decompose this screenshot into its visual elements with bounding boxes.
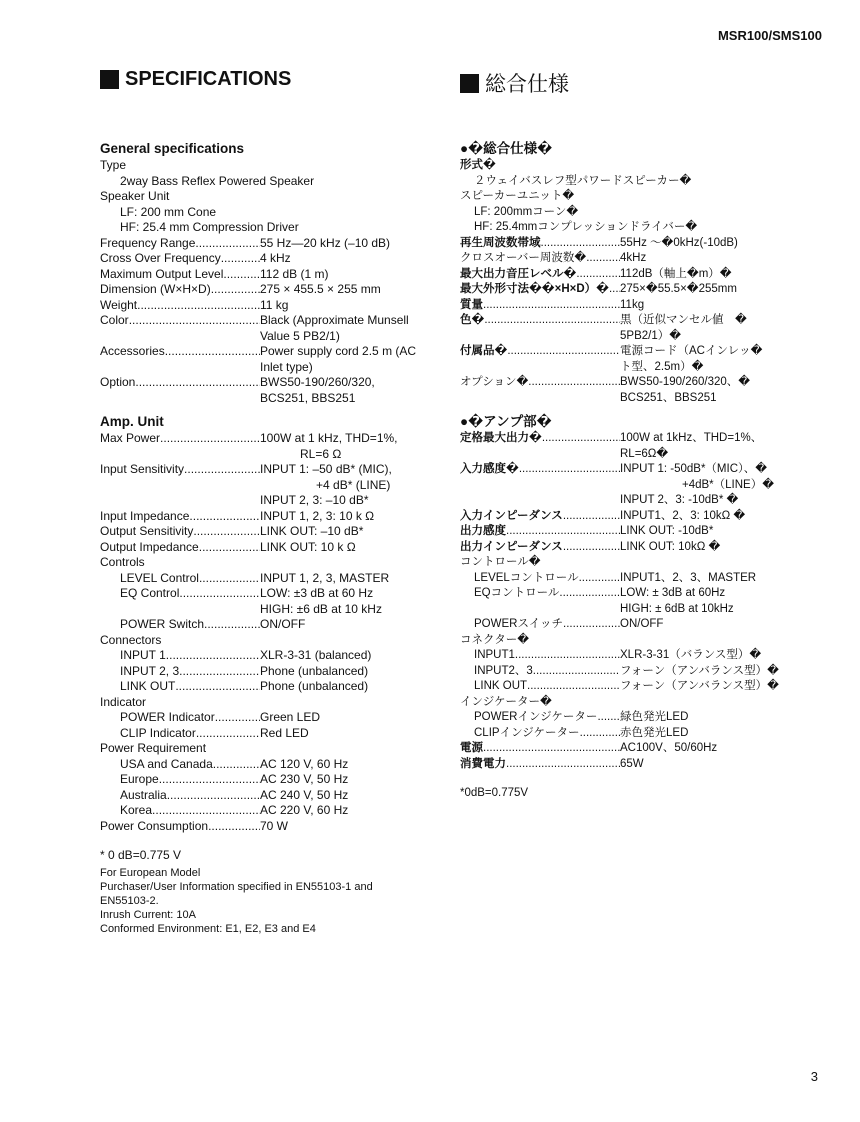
section-title-en-text: SPECIFICATIONS [125,68,292,90]
leader-dots [484,313,620,329]
spec-value: XLR-3-31 (balanced) [260,648,372,662]
spec-row [460,509,790,525]
spec-label: Accessories [100,344,165,358]
spec-row [100,524,430,540]
spec-label: 定格最大出力� [460,432,542,444]
spec-row [460,298,790,314]
japanese-spec-column [460,140,790,802]
spec-row [460,710,790,726]
spec-row [100,267,430,283]
spec-value: INPUT 1: -50dB*（MIC）、� [620,463,768,475]
spec-value: フォーン（アンバランス型）� [620,664,779,677]
spec-label: 出力感度 [460,525,506,537]
leader-dots [483,298,620,314]
spec-value: LINK OUT: -10dB* [620,525,714,537]
leader-dots [586,251,620,267]
leader-dots [563,509,620,525]
spec-label: Weight [100,297,138,312]
spec-row [460,344,790,360]
spec-row [100,313,430,329]
spec-value: 100W at 1 kHz, THD=1%, [260,431,398,445]
spec-label: Option [100,375,136,389]
spec-label: CLIP Indicator [120,725,196,740]
spec-value: LF: 200mmコーン� [474,205,579,218]
spec-value: RL=6 Ω [300,446,342,461]
spec-value: 65W [620,757,644,770]
leader-dots [215,710,260,726]
model-number: MSR100/SMS100 [717,28,822,43]
spec-row [100,819,430,835]
spec-label: Australia [120,787,167,802]
spec-label: Maximum Output Level [100,266,224,281]
spec-label: 付属品� [460,345,508,357]
spec-value: HIGH: ±6 dB at 10 kHz [260,601,382,616]
spec-label: 出力インピーダンス [460,540,563,553]
spec-value: +4 dB* (LINE) [316,477,391,492]
leader-dots [199,540,260,556]
spec-value: 275×�55.5×�255mm [620,283,737,295]
leader-dots [221,251,260,267]
spec-value: AC 220 V, 60 Hz [260,803,349,817]
spec-value: 2way Bass Reflex Powered Speaker [120,173,315,188]
leader-dots [223,267,260,283]
spec-label: POWER Indicator [120,710,215,724]
spacer [460,772,790,786]
spec-value: 11 kg [260,297,289,312]
spec-label: Connectors [100,632,162,647]
spec-label: Power Requirement [100,741,207,755]
spec-value: ト型、2.5m）� [620,360,704,373]
spec-row [100,803,430,819]
general-specs-heading-ja: ●�総合仕様� [460,141,553,156]
spec-value: 70 W [260,818,289,833]
spec-value: INPUT 2, 3: –10 dB* [260,493,369,507]
leader-dots [541,236,621,252]
spec-row [460,586,790,602]
spec-label: Power Consumption [100,818,209,833]
spec-value: 緑色発光LED [620,711,689,723]
spec-label: LINK OUT [120,679,176,693]
spec-row [100,298,430,314]
leader-dots [211,282,260,298]
spec-value: 112dB（軸上�m）� [620,267,732,280]
conformed-env-note: Conformed Environment: E1, E2, E3 and E4 [100,922,316,935]
spec-label: Speaker Unit [100,189,170,203]
english-spec-column [100,140,430,936]
spec-label: Indicator [100,694,147,709]
spacer [100,834,430,848]
spec-label: 形式� [460,159,496,171]
spec-row [460,726,790,742]
spec-value: 赤色発光LED [620,726,689,739]
footnote-0db: * 0 dB=0.775 V [100,848,182,862]
section-title-ja [460,68,569,98]
spec-label: Dimension (W×H×D) [100,282,211,296]
spec-label: INPUT1 [474,649,515,661]
section-square-icon [100,70,119,89]
general-specs-heading: General specifications [100,141,245,156]
spec-row [460,251,790,267]
spec-value: Phone (unbalanced) [260,679,369,693]
leader-dots [195,236,260,252]
spec-label: INPUT2、3 [474,664,533,677]
spec-value: Inlet type) [260,359,313,374]
spec-value: LINK OUT: 10 k Ω [260,539,356,554]
leader-dots [175,679,260,695]
spec-label: Color [100,313,129,327]
spec-label: Frequency Range [100,235,196,250]
inrush-note: Inrush Current: 10A [100,908,196,921]
spec-row [460,617,790,633]
spec-value: HF: 25.4 mm Compression Driver [120,220,299,234]
spec-row [100,571,430,587]
spec-row [100,236,430,252]
spec-label: POWERインジケーター [474,711,598,723]
spec-label: 消費電力 [460,757,506,770]
spec-value: BWS50-190/260/320、� [620,376,751,388]
spec-label: Output Impedance [100,539,199,554]
spec-row [100,586,430,602]
leader-dots [213,757,260,773]
spec-value: Green LED [260,710,321,724]
spec-label: Type [100,158,127,172]
eu-model-note: For European Model [100,866,201,879]
spec-row [100,462,430,478]
spec-value: 55Hz ～�0kHz(-10dB) [620,236,738,249]
spec-value: Phone (unbalanced) [260,663,369,678]
leader-dots [166,648,260,664]
leader-dots [137,298,260,314]
spec-value: AC 120 V, 60 Hz [260,756,349,771]
spec-value: XLR-3-31（バランス型）� [620,649,762,661]
spec-row [100,679,430,695]
leader-dots [199,571,260,587]
spec-value: 112 dB (1 m) [260,266,329,281]
spec-value: INPUT 1, 2, 3, MASTER [260,570,390,585]
spec-value: LINK OUT: –10 dB* [260,524,364,538]
spec-value: Power supply cord 2.5 m (AC [260,344,417,358]
spec-value: BCS251、BBS251 [620,391,717,404]
spec-value: 55 Hz—20 kHz (–10 dB) [260,235,391,250]
spec-value: ON/OFF [260,617,306,631]
eu-info-note: Purchaser/User Information specified in EN55103-1 and [100,880,373,893]
spec-value: LOW: ±3 dB at 60 Hz [260,586,374,600]
leader-dots [193,524,260,540]
spec-row [100,540,430,556]
spec-value: INPUT 1: –50 dB* (MIC), [260,462,392,476]
spec-value: BCS251, BBS251 [260,390,356,405]
spec-value: 275 × 455.5 × 255 mm [260,282,381,296]
leader-dots [483,741,620,757]
spec-label: EQコントロール [474,587,560,599]
spec-label: Korea [120,803,153,817]
leader-dots [507,344,620,360]
spec-value: INPUT1、2、3: 10kΩ � [620,509,746,522]
leader-dots [563,540,620,556]
leader-dots [208,819,260,835]
spec-value: LF: 200 mm Cone [120,204,217,219]
page-number: 3 [810,1069,818,1084]
spec-value: 4kHz [620,252,647,264]
section-square-icon [460,74,479,93]
leader-dots [179,586,260,602]
spec-value: Value 5 PB2/1) [260,328,340,343]
section-title-en [100,68,291,91]
spec-value: BWS50-190/260/320, [260,375,375,389]
leader-dots [189,509,260,525]
leader-dots [527,679,620,695]
spec-row [460,375,790,391]
spec-label: 再生周波数帯域 [460,236,541,249]
spec-value: 4 kHz [260,251,291,265]
spec-label: Cross Over Frequency [100,251,221,265]
spec-value: LOW: ± 3dB at 60Hz [620,587,726,599]
spec-row [100,617,430,633]
spec-row [100,664,430,680]
leader-dots [609,282,620,298]
leader-dots [159,772,260,788]
spec-label: Input Impedance [100,508,190,523]
leader-dots [533,664,620,680]
spec-label: Output Sensitivity [100,524,194,538]
spec-label: POWERスイッチ [474,618,563,630]
leader-dots [528,375,620,391]
spec-value: INPUT 2、3: -10dB* � [620,494,739,506]
spec-value: ２ウェイバスレフ型パワードスピーカー� [474,174,692,187]
leader-dots [204,617,260,633]
spec-value: INPUT1、2、3、MASTER [620,571,757,584]
spec-row [100,726,430,742]
spec-value: +4dB*（LINE）� [682,478,775,491]
leader-dots [563,617,620,633]
spec-label: Europe [120,772,159,786]
spec-row [100,509,430,525]
spec-value: 11kg [620,298,645,311]
spec-row [100,375,430,391]
spec-label: 入力インピーダンス [460,509,563,522]
spec-label: LINK OUT [474,680,528,692]
leader-dots [506,524,620,540]
spec-label: EQ Control [120,586,180,600]
spec-label: 質量 [460,298,483,311]
spec-value: フォーン（アンバランス型）� [620,680,779,692]
spec-value: AC 230 V, 50 Hz [260,772,349,786]
leader-dots [196,726,260,742]
spec-label: クロスオーバー周波数� [460,252,587,264]
spec-row [100,431,430,447]
leader-dots [152,803,260,819]
spec-value: 電源コード（ACインレッ� [620,345,763,357]
spec-row [460,313,790,329]
spec-row [460,648,790,664]
spec-value: RL=6Ω� [620,447,669,460]
spec-label: 入力感度� [460,463,519,475]
spec-row [460,757,790,773]
spec-label: LEVEL Control [120,570,199,585]
spec-row [100,344,430,360]
spec-value: 100W at 1kHz、THD=1%、 [620,432,763,444]
spec-value: HIGH: ± 6dB at 10kHz [620,602,734,615]
leader-dots [165,344,260,360]
spec-row [100,788,430,804]
spec-label: 電源 [460,742,483,754]
spec-row [460,267,790,283]
spec-value: HF: 25.4mmコンプレッションドライバー� [474,221,698,233]
spec-row [100,757,430,773]
leader-dots [129,313,260,329]
spec-row [460,571,790,587]
leader-dots [579,571,620,587]
spec-row [460,679,790,695]
spec-label: オプション� [460,376,529,388]
spec-label: コネクター� [460,633,530,646]
spec-label: コントロール� [460,556,541,568]
leader-dots [542,431,620,447]
spec-label: Input Sensitivity [100,462,185,476]
spec-row [460,664,790,680]
spec-row [100,251,430,267]
spec-label: INPUT 2, 3 [120,663,180,678]
leader-dots [506,757,620,773]
spec-row [100,282,430,298]
spec-label: USA and Canada [120,756,213,771]
leader-dots [160,431,260,447]
spacer [460,406,790,413]
spec-label: インジケーター� [460,695,552,708]
leader-dots [167,788,260,804]
spec-row [460,524,790,540]
spec-value: INPUT 1, 2, 3: 10 k Ω [260,508,375,523]
spec-value: AC100V、50/60Hz [620,742,718,754]
spacer [100,406,430,413]
spec-label: INPUT 1 [120,648,166,662]
leader-dots [597,710,620,726]
eu-info-note-2: EN55103-2. [100,894,159,907]
leader-dots [580,726,620,742]
spec-label: 最大出力音圧レベル� [460,267,577,280]
spec-value: LINK OUT: 10kΩ � [620,540,721,553]
leader-dots [515,648,620,664]
leader-dots [184,462,260,478]
spec-value: Black (Approximate Munsell [260,313,409,327]
leader-dots [559,586,620,602]
spec-value: Red LED [260,725,309,740]
spec-label: CLIPインジケーター [474,726,580,739]
spec-value: ON/OFF [620,618,664,630]
section-title-ja-text: 総合仕様 [485,73,569,96]
spec-label: 最大外形寸法��×H×D）� [460,283,609,295]
spec-row [460,236,790,252]
leader-dots [179,664,260,680]
spec-row [100,710,430,726]
spec-label: LEVELコントロール [474,571,579,584]
spec-label: 色� [460,314,485,326]
footnote-0db-ja: *0dB=0.775V [460,787,529,799]
spec-row [460,741,790,757]
spec-label: POWER Switch [120,617,205,631]
spec-row [100,648,430,664]
spec-row [460,540,790,556]
amp-unit-heading-ja: ●�アンプ部� [460,414,552,429]
leader-dots [519,462,620,478]
spec-value: AC 240 V, 50 Hz [260,787,349,802]
spec-label: Controls [100,555,145,569]
leader-dots [135,375,260,391]
spec-label: Max Power [100,431,161,445]
amp-unit-heading: Amp. Unit [100,414,164,429]
spec-label: スピーカーユニット� [460,190,575,202]
spec-value: 5PB2/1）� [620,329,682,342]
leader-dots [576,267,620,283]
spec-row [460,431,790,447]
spec-row [460,462,790,478]
spec-value: 黒（近似マンセル値 � [620,314,747,326]
spec-row [100,772,430,788]
spec-row [460,282,790,298]
